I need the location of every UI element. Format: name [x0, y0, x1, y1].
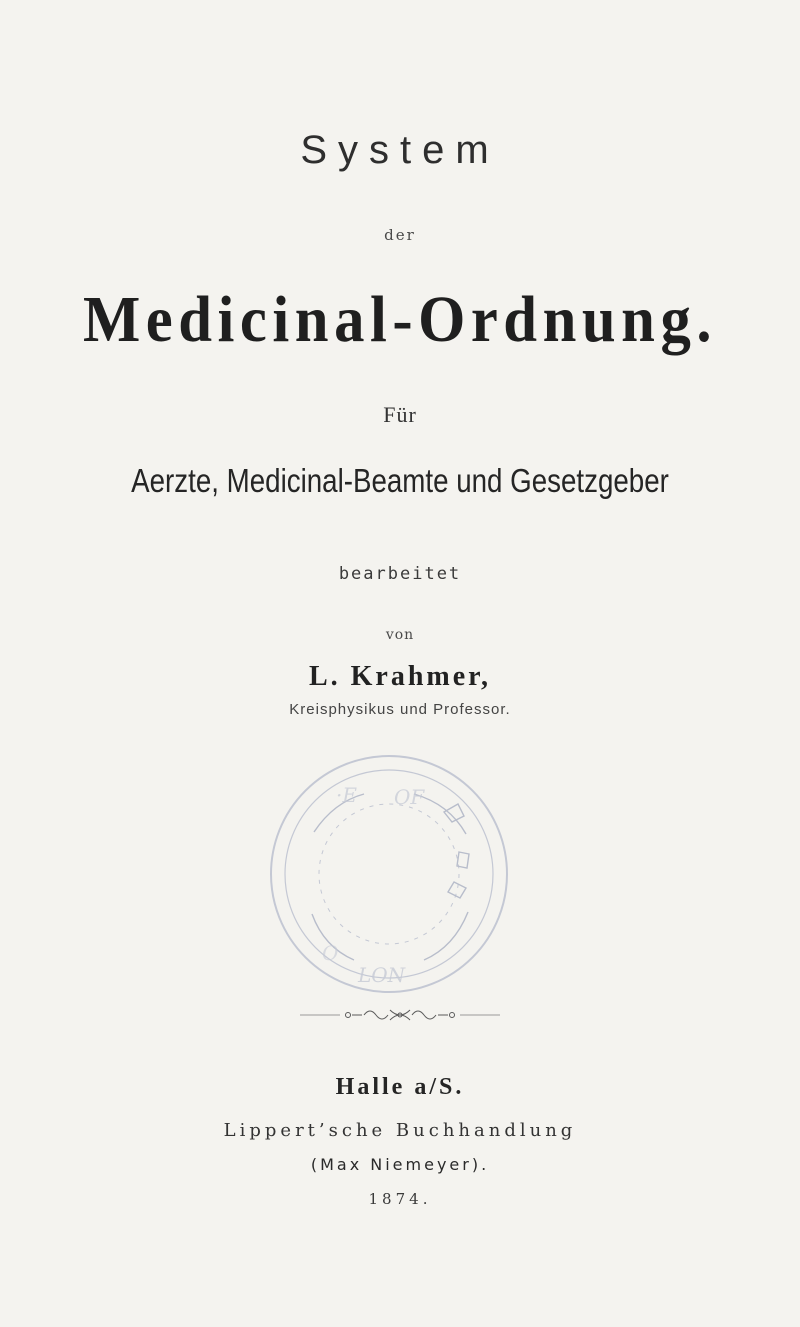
publisher-owner: (Max Niemeyer). [310, 1155, 490, 1174]
main-title: Medicinal-Ordnung. [82, 283, 718, 356]
title-article: der [384, 226, 416, 244]
svg-text:·E: ·E [336, 783, 357, 807]
svg-text:O: O [322, 941, 339, 965]
for-label: Für [383, 402, 417, 427]
edited-label: bearbeitet [338, 564, 462, 584]
publication-year: 1874. [368, 1190, 432, 1208]
book-title: System [300, 128, 500, 172]
svg-text:OF: OF [394, 785, 425, 809]
audience-line: Aerzte, Medicinal-Beamte und Gesetzgeber [131, 462, 669, 499]
library-stamp-icon [254, 742, 524, 1006]
svg-text:LON: LON [358, 963, 406, 987]
author-title: Kreisphysikus und Professor. [289, 701, 511, 718]
by-label: von [385, 627, 415, 643]
author-name: L. Krahmer, [308, 661, 492, 692]
place-of-publication: Halle a/S. [335, 1074, 465, 1100]
printer-ornament-icon [300, 1002, 500, 1028]
publisher-name: Lippert’sche Buchhandlung [223, 1120, 577, 1141]
